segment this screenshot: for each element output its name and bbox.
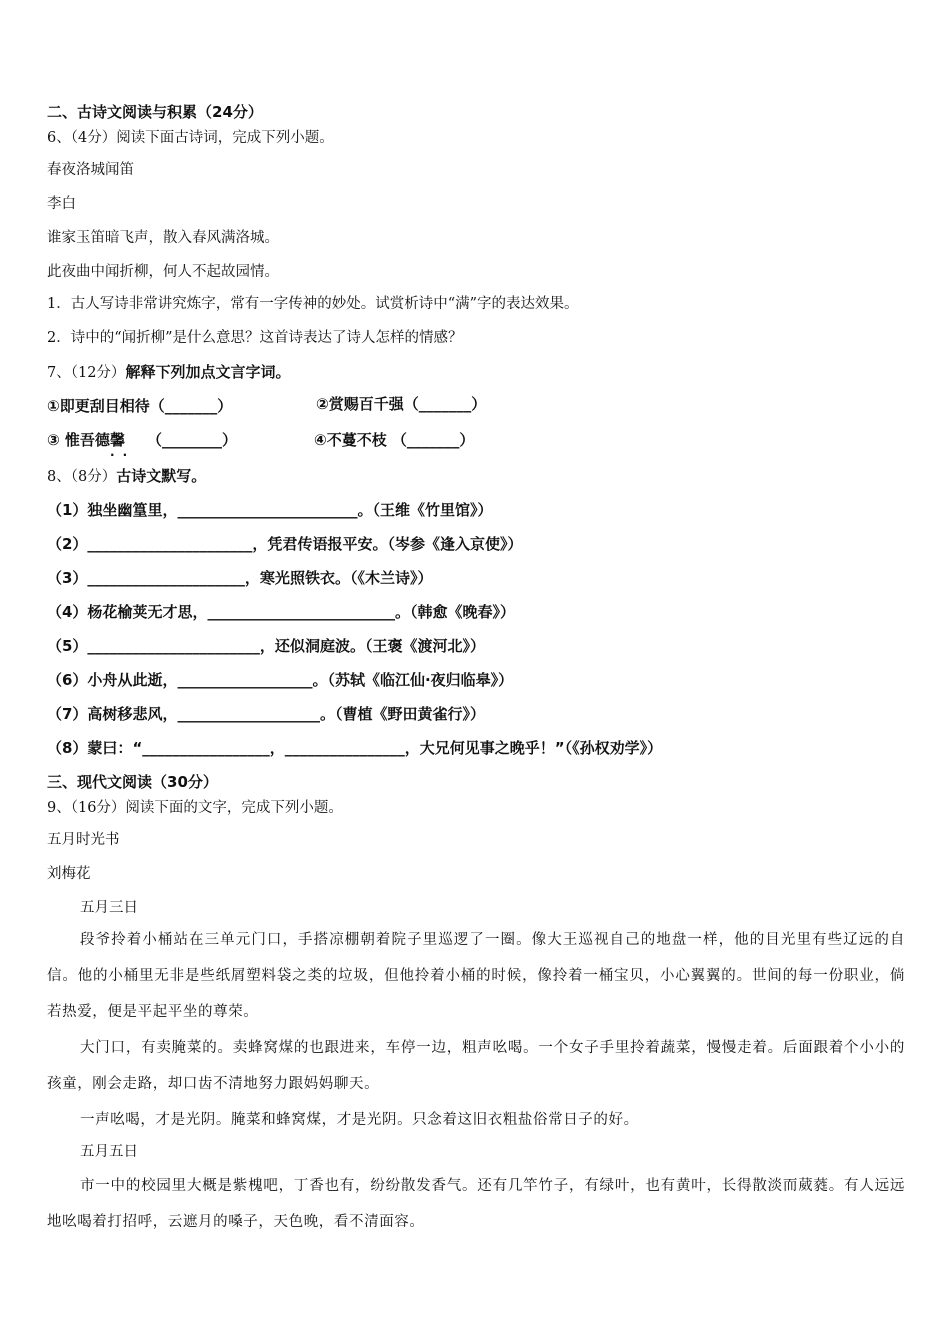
question-7-item-3-blank: （________） <box>146 431 237 449</box>
question-7-item-2: ②赏赐百千强（_______） <box>316 395 487 413</box>
question-7-item-3-dotted-char: 馨 · · <box>110 431 125 449</box>
poem-line-2: 此夜曲中闻折柳，何人不起故园情。 <box>47 264 279 280</box>
essay-date-2: 五月五日 <box>80 1144 138 1160</box>
poem-title: 春夜洛城闻笛 <box>47 162 134 178</box>
question-8-item-1: （1）独坐幽篁里，________________________。（王维《竹里馆》） <box>47 501 493 519</box>
question-8-item-8: （8）蒙曰：“_________________，________________，大兄何见事之晚乎！”（《孙权劝学》） <box>47 739 663 757</box>
poem-line-1: 谁家玉笛暗飞声，散入春风满洛城。 <box>47 230 279 246</box>
question-8-item-3: （3）_____________________，寒光照铁衣。（《木兰诗》） <box>47 569 433 587</box>
essay-title: 五月时光书 <box>47 832 120 848</box>
question-8-item-5: （5）_______________________，还似洞庭波。（王褒《渡河北》） <box>47 637 485 655</box>
essay-paragraph-2: 大门口，有卖腌菜的。卖蜂窝煤的也跟进来，车停一边，粗声吆喝。一个女子手里拎着蔬菜，慢慢走着。后面跟着个小小的孩童，刚会走路，却口齿不清地努力跟妈妈聊天。 <box>47 1040 905 1092</box>
question-7-prefix: 7、（12分） <box>47 365 126 381</box>
question-7-text: 解释下列加点文言字词。 <box>125 363 291 381</box>
essay-paragraph-3: 一声吆喝，才是光阴。腌菜和蜂窝煤，才是光阴。只念着这旧衣粗盐俗常日子的好。 <box>80 1112 639 1128</box>
question-7-item-1: ①即更刮目相待（_______） <box>47 397 233 415</box>
question-7-item-3-head: ③ 惟吾德 <box>47 431 110 449</box>
question-6-sub-1: 1．古人写诗非常讲究炼字，常有一字传神的妙处。试赏析诗中“满”字的表达效果。 <box>47 296 579 312</box>
question-8-prefix: 8、（8分） <box>47 469 117 485</box>
section-2-title: 二、古诗文阅读与积累（24分） <box>47 103 263 121</box>
essay-paragraph-4: 市一中的校园里大概是紫槐吧，丁香也有，纷纷散发香气。还有几竿竹子，有绿叶，也有黄叶，长得散淡而葳蕤。有人远远地吆喝着打招呼，云遮月的嗓子，天色晚，看不清面容。 <box>47 1178 905 1230</box>
question-8-text: 古诗文默写。 <box>116 467 207 485</box>
section-3-title: 三、现代文阅读（30分） <box>47 773 218 791</box>
question-6-sub-2: 2．诗中的“闻折柳”是什么意思？这首诗表达了诗人怎样的情感？ <box>47 330 463 346</box>
essay-date-1: 五月三日 <box>80 900 138 916</box>
question-8-item-4: （4）杨花榆荚无才思，_________________________。（韩愈《晚春》） <box>47 603 515 621</box>
question-7-item-3 <box>47 430 237 450</box>
question-6-stem: 6、（4分）阅读下面古诗词，完成下列小题。 <box>47 130 334 146</box>
question-8-item-2: （2）______________________，凭君传语报平安。（岑参《逢入京使》） <box>47 535 523 553</box>
question-7-stem <box>47 362 290 383</box>
essay-paragraph-1: 段爷拎着小桶站在三单元门口，手搭凉棚朝着院子里巡逻了一圈。像大王巡视自己的地盘一样，他的目光里有些辽远的自信。他的小桶里无非是些纸屑塑料袋之类的垃圾，但他拎着小桶的时候，像拎着一桶宝贝，小心翼翼的。世间的每一份职业，倘若热爱，便是平起平坐的尊荣。 <box>47 932 905 1020</box>
question-9-stem: 9、（16分）阅读下面的文字，完成下列小题。 <box>47 800 343 816</box>
question-7-item-4: ④不蔓不枝 （_______） <box>314 431 475 449</box>
essay-author: 刘梅花 <box>47 866 91 882</box>
poem-author: 李白 <box>47 196 76 212</box>
question-8-item-7: （7）高树移悲风，___________________。（曹植《野田黄雀行》） <box>47 705 485 723</box>
question-8-item-6: （6）小舟从此逝，__________________。（苏轼《临江仙·夜归临皋》） <box>47 671 514 689</box>
question-8-stem <box>47 466 206 487</box>
